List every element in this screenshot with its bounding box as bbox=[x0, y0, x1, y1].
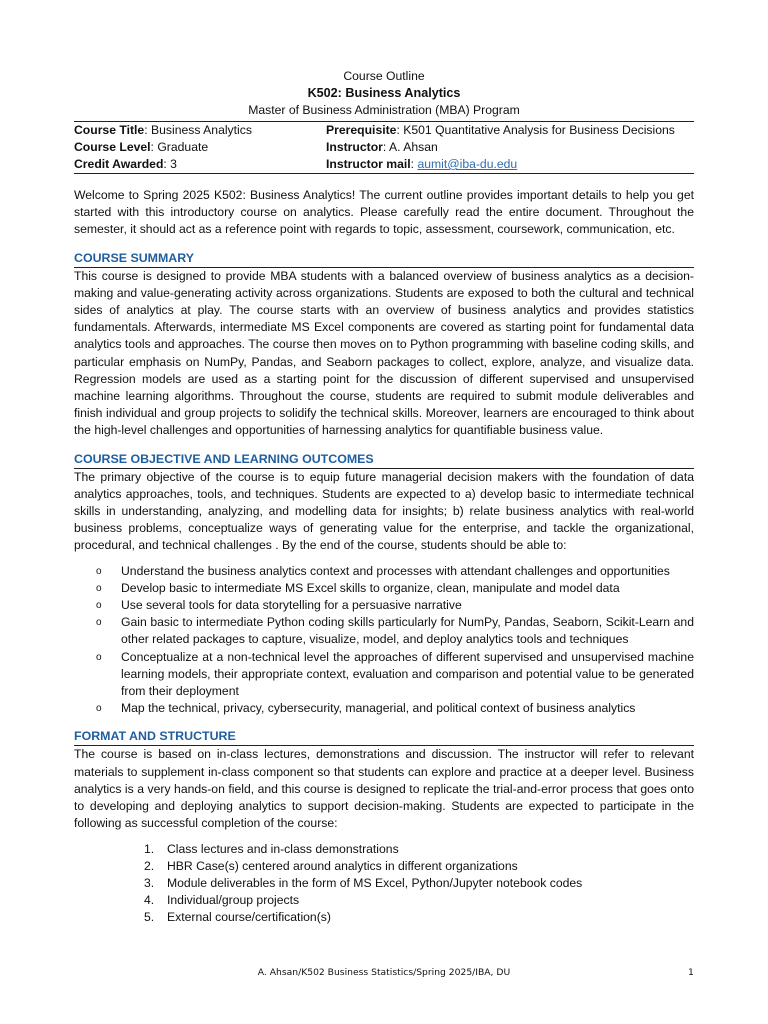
list-item: o Develop basic to intermediate MS Excel skills to organize, clean, manipulate and model data bbox=[74, 580, 694, 597]
intro-paragraph: Welcome to Spring 2025 K502: Business Analytics! The current outline provides important details to help you get started with this introductory course on analytics. Please carefully read the entire document. Throughout the semester, it should act as a reference point with regards to topic, assessment, coursework, communication, etc. bbox=[74, 188, 694, 237]
footer-text: A. Ahsan/K502 Business Statistics/Spring 2025/IBA, DU bbox=[257, 967, 511, 978]
course-summary-text: This course is designed to provide MBA students with a balanced overview of business analytics as a decision-making and value-generating activity across organizations. Students are exposed to both the cultural and technical sides of analytics at play. The course starts with an overview of business analytics and provides statistics fundamentals. Afterwards, intermediate MS Excel components are covered as starting point for fundamental data analytics tools and approaches. The course then moves on to Python programming with baseline coding skills, and particular emphasis on NumPy, Pandas, and Seaborn packages to collect, explore, analyze, and visualize data. Regression models are used as a starting point for the discussion of different supervised and unsupervised machine learning algorithms. Throughout the course, students are required to submit module deliverables and finish individual and group projects to solidify the technical skills. Moreover, learners are encouraged to think about the high-level challenges and opportunities of harnessing analytics for quantifiable business value. bbox=[74, 268, 694, 438]
list-item: 1. Class lectures and in-class demonstrations bbox=[74, 841, 694, 858]
prerequisite-value: : K501 Quantitative Analysis for Business Decisions bbox=[396, 123, 675, 137]
doc-type: Course Outline bbox=[343, 69, 425, 83]
credit-label: Credit Awarded bbox=[74, 157, 164, 171]
bullet-icon: o bbox=[96, 651, 102, 663]
course-level-value: : Graduate bbox=[150, 140, 209, 154]
prerequisite-label: Prerequisite bbox=[326, 123, 397, 137]
list-number: 1. bbox=[144, 841, 155, 856]
format-list bbox=[74, 841, 694, 927]
instructor-label: Instructor bbox=[326, 140, 383, 154]
bullet-icon: o bbox=[96, 565, 102, 577]
page-number: 1 bbox=[688, 967, 694, 978]
instructor-mail-link[interactable]: aumit@iba-du.edu bbox=[417, 157, 518, 171]
list-item: 2. HBR Case(s) centered around analytics in different organizations bbox=[74, 858, 694, 875]
course-title-row bbox=[74, 122, 326, 139]
page-title: K502: Business Analytics bbox=[307, 86, 461, 100]
instructor-mail-row bbox=[326, 156, 694, 173]
list-item: o Map the technical, privacy, cybersecurity, managerial, and political context of business analytics bbox=[74, 700, 694, 717]
list-item: o Gain basic to intermediate Python coding skills particularly for NumPy, Pandas, Seaborn, Scikit-Learn and other related packages to capture, visualize, model, and deploy analytics tools and techniques bbox=[96, 615, 694, 647]
course-title-label: Course Title bbox=[74, 123, 145, 137]
objectives-text: The primary objective of the course is to equip future managerial decision makers with the foundation of data analytics approaches, tools, and techniques. Students are expected to a) develop basic to intermediate technical skills in understanding, analyzing, and modelling data for insights; b) relate business analytics with real-world business problems, conceptualize ways of generating value for the enterprise, and tackle the organizational, procedural, and technical challenges . By the end of the course, students should be able to: bbox=[74, 469, 694, 553]
instructor-mail-label: Instructor mail bbox=[326, 157, 411, 171]
list-item: 4. Individual/group projects bbox=[74, 892, 694, 909]
outcomes-list bbox=[74, 563, 694, 718]
list-number: 4. bbox=[144, 893, 155, 908]
course-summary-heading: COURSE SUMMARY bbox=[74, 249, 694, 268]
format-text: The course is based on in-class lectures, demonstrations and discussion. The instructor will refer to relevant materials to supplement in-class component so that students can explore and practice at a deeper level. Business analytics is a very hands-on field, and this course is designed to replicate the trial-and-error process that goes onto to developing and deploying analytics to support decision-making. Students are expected to participate in the following as successful completion of the course: bbox=[74, 747, 694, 831]
list-number: 5. bbox=[144, 910, 155, 925]
credit-value: : 3 bbox=[163, 157, 177, 171]
instructor-mail-sep: : bbox=[410, 157, 418, 171]
credit-row bbox=[74, 156, 326, 173]
list-item: 5. External course/certification(s) bbox=[74, 909, 694, 926]
program-name: Master of Business Administration (MBA) Program bbox=[248, 103, 520, 117]
course-title-value: : Business Analytics bbox=[144, 123, 252, 137]
list-item: o Conceptualize at a non-technical level the approaches of different supervised and unsupervised machine learning models, their appropriate context, evaluation and comparison and potential value to be generated from their deployment bbox=[96, 649, 694, 699]
prerequisite-row bbox=[326, 122, 694, 139]
list-number: 3. bbox=[144, 875, 155, 890]
bullet-icon: o bbox=[96, 617, 102, 629]
bullet-icon: o bbox=[96, 600, 102, 612]
list-item: o Use several tools for data storytelling for a persuasive narrative bbox=[74, 597, 694, 614]
course-level-row bbox=[74, 139, 326, 156]
objectives-heading: COURSE OBJECTIVE AND LEARNING OUTCOMES bbox=[74, 450, 694, 469]
instructor-row bbox=[326, 139, 694, 156]
bullet-icon: o bbox=[96, 582, 102, 594]
course-info-table bbox=[74, 121, 694, 174]
list-number: 2. bbox=[144, 858, 155, 873]
course-level-label: Course Level bbox=[74, 140, 151, 154]
bullet-icon: o bbox=[96, 703, 102, 715]
document-page bbox=[74, 68, 694, 927]
list-item: o Understand the business analytics context and processes with attendant challenges and opportunities bbox=[74, 563, 694, 580]
instructor-value: : A. Ahsan bbox=[382, 140, 438, 154]
format-heading: FORMAT AND STRUCTURE bbox=[74, 727, 694, 746]
list-item: 3. Module deliverables in the form of MS Excel, Python/Jupyter notebook codes bbox=[74, 875, 694, 892]
